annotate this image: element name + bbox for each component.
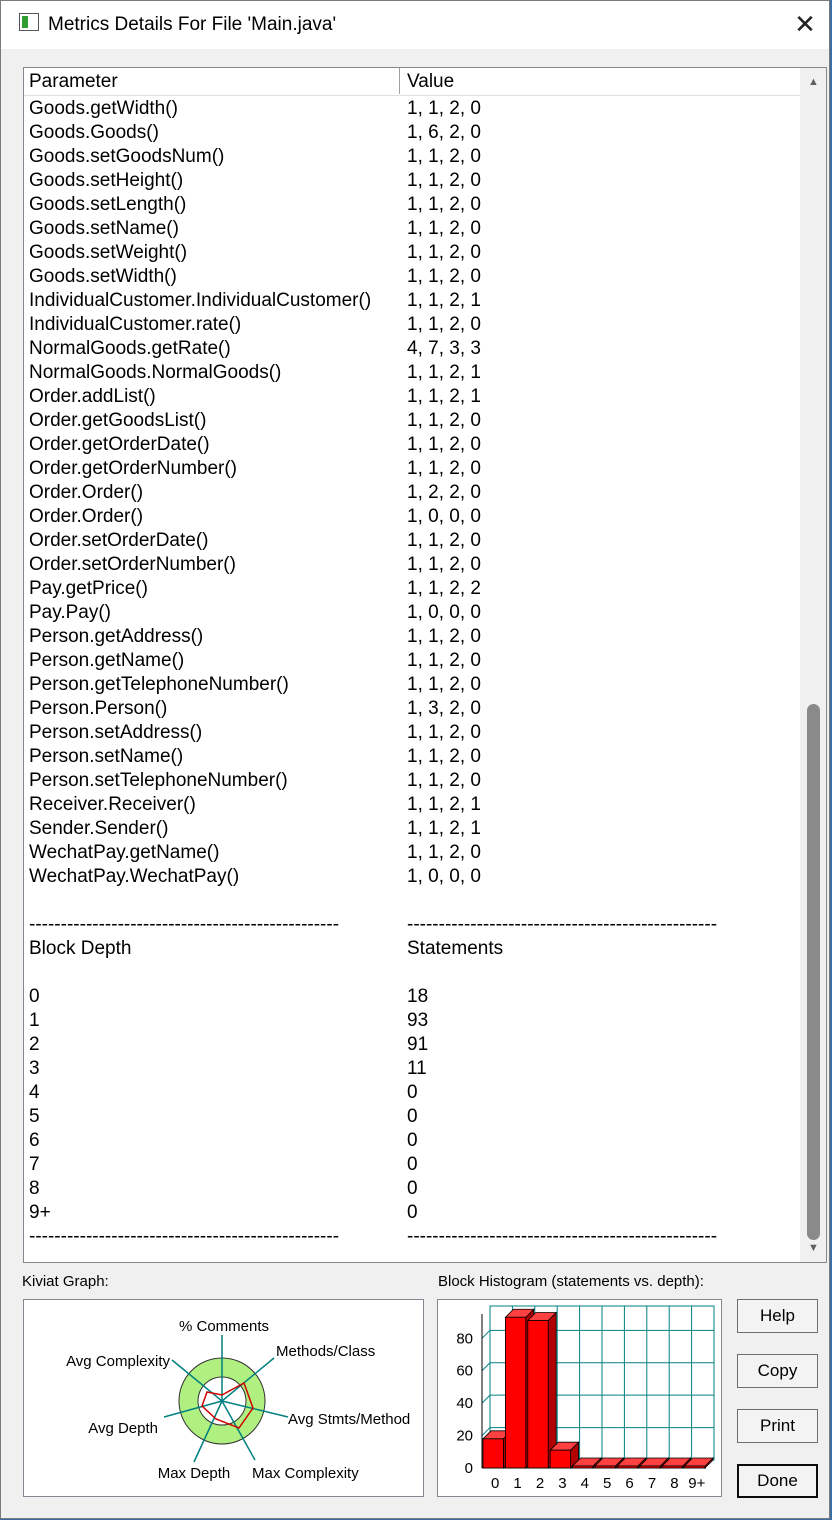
- table-row[interactable]: [24, 217, 800, 241]
- parameter-cell: WechatPay.WechatPay(): [29, 866, 240, 887]
- value-cell: 1, 1, 2, 0: [407, 770, 481, 791]
- table-row[interactable]: [24, 265, 800, 289]
- list-rows: [24, 97, 800, 1249]
- value-cell: 91: [407, 1034, 429, 1055]
- histogram-y-tick-label: 80: [456, 1330, 473, 1348]
- value-cell: 1, 1, 2, 0: [407, 722, 481, 743]
- histogram-side-gridline: [482, 1363, 490, 1371]
- parameter-cell: Goods.setWidth(): [29, 266, 177, 287]
- parameter-cell: 1: [29, 1010, 40, 1031]
- list-header: [24, 68, 800, 96]
- column-header-value[interactable]: Value: [407, 71, 455, 92]
- table-row[interactable]: [24, 241, 800, 265]
- parameter-cell: Person.getTelephoneNumber(): [29, 674, 289, 695]
- table-row[interactable]: [24, 1081, 800, 1105]
- value-cell: 1, 1, 2, 0: [407, 674, 481, 695]
- table-row[interactable]: [24, 409, 800, 433]
- histogram-x-tick-label: 1: [513, 1475, 522, 1492]
- column-header-parameter[interactable]: Parameter: [29, 71, 118, 92]
- value-cell: 1, 1, 2, 1: [407, 818, 481, 839]
- kiviat-axis-label-max-complexity: Max Complexity: [252, 1465, 359, 1482]
- histogram-bar: [550, 1450, 570, 1468]
- parameter-cell: Goods.setLength(): [29, 194, 187, 215]
- kiviat-graph: [24, 1300, 423, 1496]
- copy-button[interactable]: Copy: [737, 1354, 818, 1388]
- parameter-cell: Person.getAddress(): [29, 626, 204, 647]
- table-row[interactable]: [24, 169, 800, 193]
- table-row[interactable]: [24, 1201, 800, 1225]
- histogram-x-tick-label: 8: [670, 1475, 679, 1492]
- histogram-x-tick-label: 5: [603, 1475, 612, 1492]
- histogram-x-tick-label: 4: [580, 1475, 589, 1492]
- table-row[interactable]: [24, 313, 800, 337]
- kiviat-graph-panel: [23, 1299, 424, 1497]
- value-cell: 1, 1, 2, 1: [407, 794, 481, 815]
- histogram-x-tick-label: 2: [535, 1475, 545, 1492]
- parameter-cell: -------------------------------------------------: [29, 1226, 340, 1247]
- value-cell: 1, 1, 2, 0: [407, 746, 481, 767]
- table-row[interactable]: [24, 985, 800, 1009]
- value-cell: 11: [407, 1058, 427, 1079]
- kiviat-axis-label-avg-stmts: Avg Stmts/Method: [288, 1411, 411, 1428]
- parameter-cell: 3: [29, 1058, 40, 1079]
- value-cell: 1, 2, 2, 0: [407, 482, 481, 503]
- value-cell: 93: [407, 1010, 429, 1031]
- value-cell: 1, 0, 0, 0: [407, 602, 481, 623]
- parameter-cell: 9+: [29, 1202, 51, 1223]
- table-row[interactable]: [24, 649, 800, 673]
- value-cell: 1, 1, 2, 0: [407, 842, 481, 863]
- table-row[interactable]: [24, 1009, 800, 1033]
- table-row[interactable]: [24, 385, 800, 409]
- parameter-cell: Pay.Pay(): [29, 602, 112, 623]
- app-icon: [19, 13, 39, 31]
- table-row[interactable]: [24, 121, 800, 145]
- value-cell: 4, 7, 3, 3: [407, 338, 481, 359]
- value-cell: 1, 1, 2, 0: [407, 530, 481, 551]
- value-cell: 0: [407, 1130, 418, 1151]
- value-cell: -------------------------------------------------: [407, 914, 718, 935]
- value-cell: 1, 1, 2, 0: [407, 434, 481, 455]
- kiviat-axis-label-avg-depth: Avg Depth: [88, 1420, 158, 1437]
- value-cell: 1, 1, 2, 2: [407, 578, 481, 599]
- histogram-bar: [617, 1466, 637, 1468]
- table-row[interactable]: [24, 1033, 800, 1057]
- table-row[interactable]: [24, 193, 800, 217]
- table-row[interactable]: [24, 889, 800, 913]
- value-cell: 1, 1, 2, 1: [407, 386, 481, 407]
- histogram-y-tick-label: 60: [456, 1362, 473, 1380]
- histogram-bar: [573, 1466, 593, 1468]
- parameter-cell: Order.Order(): [29, 482, 144, 503]
- parameter-cell: 2: [29, 1034, 40, 1055]
- table-row[interactable]: [24, 577, 800, 601]
- parameter-cell: Goods.Goods(): [29, 122, 159, 143]
- scroll-thumb[interactable]: [807, 704, 820, 1240]
- table-row[interactable]: [24, 1105, 800, 1129]
- value-cell: 1, 1, 2, 1: [407, 290, 481, 311]
- parameter-cell: Order.setOrderDate(): [29, 530, 209, 551]
- value-cell: 1, 1, 2, 0: [407, 170, 481, 191]
- parameter-cell: Order.addList(): [29, 386, 156, 407]
- table-row[interactable]: [24, 937, 800, 961]
- value-cell: 1, 1, 2, 0: [407, 314, 481, 335]
- value-cell: 0: [407, 1082, 418, 1103]
- vertical-scrollbar[interactable]: [800, 68, 826, 1262]
- table-row[interactable]: [24, 145, 800, 169]
- value-cell: 1, 1, 2, 0: [407, 410, 481, 431]
- histogram-x-tick-label: 3: [558, 1475, 567, 1492]
- parameter-cell: 5: [29, 1106, 40, 1127]
- table-row[interactable]: [24, 625, 800, 649]
- value-cell: 1, 1, 2, 0: [407, 458, 481, 479]
- parameter-cell: Goods.setWeight(): [29, 242, 188, 263]
- table-row[interactable]: [24, 721, 800, 745]
- kiviat-axis-label-comments: % Comments: [178, 1318, 270, 1335]
- parameter-cell: Person.Person(): [29, 698, 168, 719]
- table-row[interactable]: [24, 97, 800, 121]
- value-cell: 1, 1, 2, 0: [407, 650, 481, 671]
- table-row[interactable]: [24, 289, 800, 313]
- parameter-cell: 4: [29, 1082, 40, 1103]
- column-separator[interactable]: [399, 68, 400, 94]
- histogram-x-tick-label: 0: [491, 1475, 500, 1492]
- parameter-cell: Order.getOrderDate(): [29, 434, 210, 455]
- histogram-y-tick-label: 20: [456, 1427, 473, 1445]
- parameter-cell: 7: [29, 1154, 40, 1175]
- table-row[interactable]: [24, 1177, 800, 1201]
- histogram-bar: [483, 1439, 503, 1468]
- histogram-side-gridline: [482, 1395, 490, 1403]
- table-row[interactable]: [24, 601, 800, 625]
- value-cell: 0: [407, 1178, 418, 1199]
- table-row[interactable]: [24, 793, 800, 817]
- parameter-cell: Person.setName(): [29, 746, 184, 767]
- histogram-x-tick-label: 7: [647, 1475, 657, 1492]
- parameter-cell: 0: [29, 986, 40, 1007]
- table-row[interactable]: [24, 433, 800, 457]
- parameter-cell: Goods.getWidth(): [29, 98, 178, 119]
- print-button[interactable]: Print: [737, 1409, 818, 1443]
- close-icon[interactable]: ✕: [794, 9, 816, 39]
- table-row[interactable]: [24, 913, 800, 937]
- histogram-bar: [640, 1466, 660, 1468]
- table-row[interactable]: [24, 529, 800, 553]
- histogram-x-tick-label: 9+: [688, 1475, 706, 1492]
- histogram-y-tick-label: 40: [456, 1395, 473, 1413]
- done-button[interactable]: Done: [737, 1464, 818, 1498]
- histogram-bar-side: [548, 1312, 556, 1468]
- parameter-cell: Receiver.Receiver(): [29, 794, 196, 815]
- value-cell: 1, 0, 0, 0: [407, 866, 481, 887]
- table-row[interactable]: [24, 841, 800, 865]
- block-histogram-chart: [438, 1300, 721, 1496]
- parameter-cell: WechatPay.getName(): [29, 842, 220, 863]
- histogram-bar: [528, 1320, 548, 1468]
- value-cell: 0: [407, 1202, 418, 1223]
- parameter-cell: Block Depth: [29, 938, 132, 959]
- parameter-cell: IndividualCustomer.IndividualCustomer(): [29, 290, 372, 311]
- window-title: Metrics Details For File 'Main.java': [48, 14, 337, 35]
- histogram-bar: [685, 1466, 705, 1468]
- table-row[interactable]: [24, 457, 800, 481]
- table-row[interactable]: [24, 865, 800, 889]
- parameter-cell: 8: [29, 1178, 40, 1199]
- table-row[interactable]: [24, 505, 800, 529]
- parameter-cell: Order.getGoodsList(): [29, 410, 207, 431]
- parameter-cell: Sender.Sender(): [29, 818, 169, 839]
- value-cell: 1, 1, 2, 0: [407, 194, 481, 215]
- scroll-up-icon[interactable]: ▲: [808, 76, 819, 88]
- parameter-cell: NormalGoods.NormalGoods(): [29, 362, 282, 383]
- kiviat-axis-label-max-depth: Max Depth: [157, 1465, 231, 1482]
- histogram-side-gridline: [482, 1330, 490, 1338]
- kiviat-axis-label-avg-complexity: Avg Complexity: [66, 1353, 170, 1370]
- value-cell: 0: [407, 1154, 418, 1175]
- parameter-cell: -------------------------------------------------: [29, 914, 340, 935]
- parameter-cell: Person.setTelephoneNumber(): [29, 770, 288, 791]
- table-row[interactable]: [24, 769, 800, 793]
- value-cell: 1, 1, 2, 1: [407, 362, 481, 383]
- table-row[interactable]: [24, 337, 800, 361]
- value-cell: 1, 0, 0, 0: [407, 506, 481, 527]
- histogram-bar: [662, 1466, 682, 1468]
- value-cell: 1, 1, 2, 0: [407, 242, 481, 263]
- table-row[interactable]: [24, 1129, 800, 1153]
- table-row[interactable]: [24, 697, 800, 721]
- kiviat-graph-label: Kiviat Graph:: [22, 1273, 109, 1290]
- table-row[interactable]: [24, 673, 800, 697]
- table-row[interactable]: [24, 1057, 800, 1081]
- table-row[interactable]: [24, 481, 800, 505]
- value-cell: Statements: [407, 938, 504, 959]
- kiviat-axis-label-methods-class: Methods/Class: [276, 1343, 376, 1360]
- parameter-cell: Goods.setGoodsNum(): [29, 146, 225, 167]
- parameter-cell: Pay.getPrice(): [29, 578, 148, 599]
- parameter-cell: Person.setAddress(): [29, 722, 203, 743]
- table-row[interactable]: [24, 361, 800, 385]
- help-button[interactable]: Help: [737, 1299, 818, 1333]
- parameter-cell: Order.getOrderNumber(): [29, 458, 238, 479]
- parameter-cell: Order.setOrderNumber(): [29, 554, 236, 575]
- value-cell: 1, 1, 2, 0: [407, 266, 481, 287]
- scroll-down-icon[interactable]: ▼: [808, 1242, 819, 1254]
- value-cell: 1, 1, 2, 0: [407, 554, 481, 575]
- histogram-x-tick-label: 6: [625, 1475, 634, 1492]
- table-row[interactable]: [24, 1153, 800, 1177]
- value-cell: 1, 1, 2, 0: [407, 218, 481, 239]
- title-bar[interactable]: [1, 1, 829, 49]
- value-cell: 1, 1, 2, 0: [407, 98, 481, 119]
- value-cell: 1, 3, 2, 0: [407, 698, 481, 719]
- histogram-label: Block Histogram (statements vs. depth):: [438, 1273, 704, 1290]
- value-cell: 1, 1, 2, 0: [407, 626, 481, 647]
- parameter-cell: 6: [29, 1130, 40, 1151]
- table-row[interactable]: [24, 745, 800, 769]
- parameter-cell: Person.getName(): [29, 650, 185, 671]
- table-row[interactable]: [24, 817, 800, 841]
- value-cell: -------------------------------------------------: [407, 1226, 718, 1247]
- parameter-cell: Goods.setName(): [29, 218, 179, 239]
- parameter-cell: Goods.setHeight(): [29, 170, 184, 191]
- table-row[interactable]: [24, 553, 800, 577]
- value-cell: 1, 1, 2, 0: [407, 146, 481, 167]
- value-cell: 0: [407, 1106, 418, 1127]
- parameter-cell: NormalGoods.getRate(): [29, 338, 231, 359]
- parameter-cell: IndividualCustomer.rate(): [29, 314, 242, 335]
- parameter-cell: Order.Order(): [29, 506, 144, 527]
- table-row[interactable]: [24, 961, 800, 985]
- value-cell: 1, 6, 2, 0: [407, 122, 481, 143]
- histogram-panel: [437, 1299, 722, 1497]
- histogram-y-tick-label: 0: [464, 1460, 473, 1477]
- value-cell: 18: [407, 986, 429, 1007]
- histogram-bar: [505, 1317, 525, 1468]
- histogram-bar: [595, 1466, 615, 1468]
- table-row[interactable]: [24, 1225, 800, 1249]
- metrics-list[interactable]: [23, 67, 827, 1263]
